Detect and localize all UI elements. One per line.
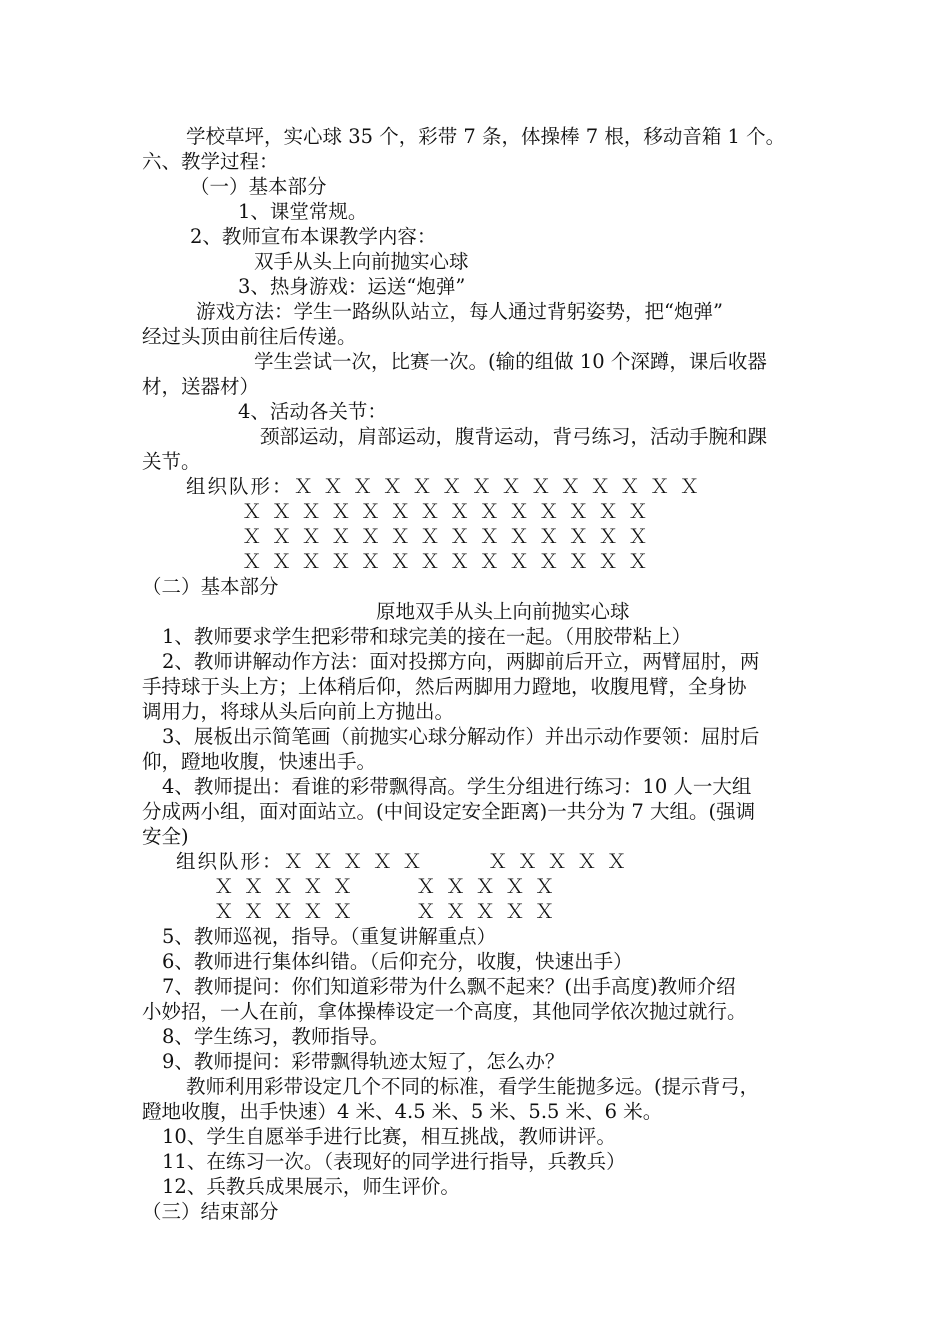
joint-exercises-cont: 关节。: [142, 450, 201, 473]
part-heading-2: （二）基本部分: [142, 575, 279, 598]
p2-step-2-cont-2: 调用力，将球从头后向前上方抛出。: [142, 700, 455, 723]
p2-step-12: 12、兵教兵成果展示，师生评价。: [162, 1175, 460, 1198]
formation2-row-2-left: Ｘ Ｘ Ｘ Ｘ Ｘ: [214, 875, 355, 898]
p2-step-9: 9、教师提问：彩带飘得轨迹太短了，怎么办？: [162, 1050, 565, 1073]
step-1: 1、课堂常规。: [238, 200, 368, 223]
p2-step-10: 10、学生自愿举手进行比赛，相互挑战，教师讲评。: [162, 1125, 616, 1148]
p2-step-4-cont-1: 分成两小组，面对面站立。(中间设定安全距离)一共分为 7 大组。(强调: [142, 800, 756, 823]
formation2-row-2-right: Ｘ Ｘ Ｘ Ｘ Ｘ: [416, 875, 557, 898]
p2-step-9-detail-cont: 蹬地收腹，出手快速）4 米、4.5 米、5 米、5.5 米、6 米。: [142, 1100, 663, 1123]
p2-step-1: 1、教师要求学生把彩带和球完美的接在一起。（用胶带粘上）: [162, 625, 692, 648]
part-heading-3: （三）结束部分: [142, 1200, 279, 1223]
p2-step-4-cont-2: 安全): [142, 825, 189, 848]
p2-step-5: 5、教师巡视，指导。（重复讲解重点）: [162, 925, 497, 948]
formation-row-4: Ｘ Ｘ Ｘ Ｘ Ｘ Ｘ Ｘ Ｘ Ｘ Ｘ Ｘ Ｘ Ｘ Ｘ: [242, 550, 650, 573]
formation2-row-3-left: Ｘ Ｘ Ｘ Ｘ Ｘ: [214, 900, 355, 923]
formation2-row-3-right: Ｘ Ｘ Ｘ Ｘ Ｘ: [416, 900, 557, 923]
p2-step-7-cont: 小妙招，一人在前，拿体操棒设定一个高度，其他同学依次抛过就行。: [142, 1000, 747, 1023]
equipment-line: 学校草坪，实心球 35 个，彩带 7 条，体操棒 7 根，移动音箱 1 个。: [186, 125, 786, 148]
part-heading-1: （一）基本部分: [190, 175, 327, 198]
section-heading-teaching-process: 六、教学过程：: [142, 150, 279, 173]
lesson-content: 双手从头上向前抛实心球: [254, 250, 469, 273]
formation-row-3: Ｘ Ｘ Ｘ Ｘ Ｘ Ｘ Ｘ Ｘ Ｘ Ｘ Ｘ Ｘ Ｘ Ｘ: [242, 525, 650, 548]
formation-row-2: Ｘ Ｘ Ｘ Ｘ Ｘ Ｘ Ｘ Ｘ Ｘ Ｘ Ｘ Ｘ Ｘ Ｘ: [242, 500, 650, 523]
game-rule: 学生尝试一次，比赛一次。(输的组做 10 个深蹲，课后收器: [254, 350, 767, 373]
game-method-cont: 经过头顶由前往后传递。: [142, 325, 357, 348]
p2-step-11: 11、在练习一次。（表现好的同学进行指导，兵教兵）: [162, 1150, 626, 1173]
formation2-row-1-right: Ｘ Ｘ Ｘ Ｘ Ｘ: [488, 850, 629, 873]
p2-step-3: 3、展板出示简笔画（前抛实心球分解动作）并出示动作要领：屈肘后: [162, 725, 760, 748]
p2-step-2-cont-1: 手持球于头上方；上体稍后仰，然后两脚用力蹬地，收腹甩臂，全身协: [142, 675, 747, 698]
formation-row-1: 组织队形：Ｘ Ｘ Ｘ Ｘ Ｘ Ｘ Ｘ Ｘ Ｘ Ｘ Ｘ Ｘ Ｘ Ｘ: [186, 475, 702, 498]
game-method: 游戏方法：学生一路纵队站立，每人通过背躬姿势，把“炮弹”: [196, 300, 723, 323]
step-2: 2、教师宣布本课教学内容：: [190, 225, 437, 248]
p2-step-4: 4、教师提出：看谁的彩带飘得高。学生分组进行练习：10 人一大组: [162, 775, 752, 798]
step-3: 3、热身游戏：运送“炮弹”: [238, 275, 466, 298]
formation2-row-1-left: 组织队形：Ｘ Ｘ Ｘ Ｘ Ｘ: [176, 850, 424, 873]
p2-step-8: 8、学生练习，教师指导。: [162, 1025, 389, 1048]
step-4: 4、活动各关节：: [238, 400, 387, 423]
game-rule-cont: 材，送器材）: [142, 375, 260, 398]
p2-step-2: 2、教师讲解动作方法：面对投掷方向，两脚前后开立，两臂屈肘，两: [162, 650, 760, 673]
p2-step-9-detail: 教师利用彩带设定几个不同的标准，看学生能抛多远。(提示背弓，: [186, 1075, 760, 1098]
p2-step-3-cont: 仰，蹬地收腹，快速出手。: [142, 750, 377, 773]
p2-step-7: 7、教师提问：你们知道彩带为什么飘不起来？(出手高度)教师介绍: [162, 975, 736, 998]
joint-exercises: 颈部运动，肩部运动，腹背运动，背弓练习，活动手腕和踝: [260, 425, 768, 448]
p2-step-6: 6、教师进行集体纠错。（后仰充分，收腹，快速出手）: [162, 950, 633, 973]
part-2-title: 原地双手从头上向前抛实心球: [376, 600, 630, 623]
